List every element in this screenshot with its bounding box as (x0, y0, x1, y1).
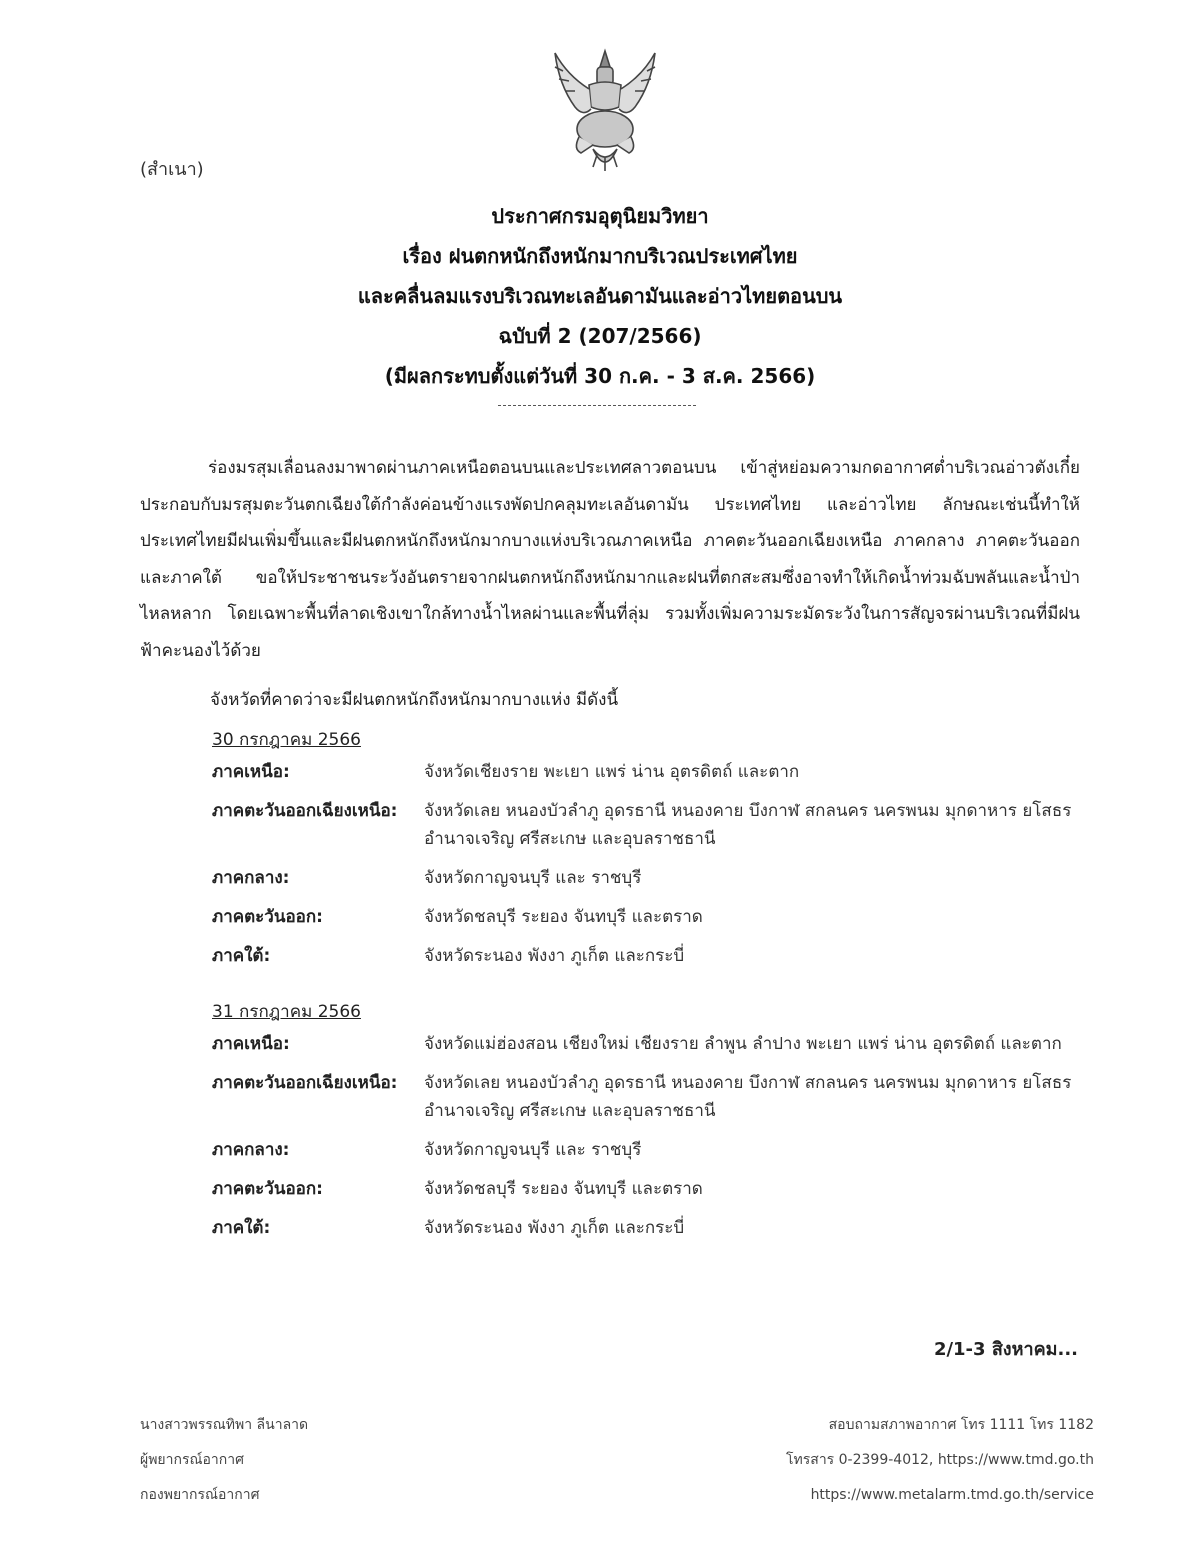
body-text: ร่องมรสุมเลื่อนลงมาพาดผ่านภาคเหนือตอนบนและประเทศลาวตอนบน เข้าสู่หย่อมความกดอากาศต่ำบริเวณอ่าวตังเกี๋ย ประกอบกับมรสุมตะวันตกเฉียงใต้กำลังค่อนข้างแรงพัดปกคลุมทะเลอันดามัน ประเทศไทย และอ่าวไทย ลักษณะเช่นนี้ทำให้ประเทศไทยมีฝนเพิ่มขึ้นและมีฝนตกหนักถึงหนักมากบางแห่งบริเวณภาคเหนือ ภาคตะวันออกเฉียงเหนือ ภาคกลาง ภาคตะวันออก และภาคใต้ ขอให้ประชาชนระวังอันตรายจากฝนตกหนักถึงหนักมากและฝนที่ตกสะสมซึ่งอาจทำให้เกิดน้ำท่วมฉับพลันและน้ำป่าไหลหลาก โดยเฉพาะพื้นที่ลาดเชิงเขาใกล้ทางน้ำไหลผ่านและพื้นที่ลุ่ม รวมทั้งเพิ่มความระมัดระวังในการสัญจรผ่านบริเวณที่มีฝนฟ้าคะนองไว้ด้วย (140, 458, 1080, 661)
region-provinces: จังหวัดแม่ฮ่องสอน เชียงใหม่ เชียงราย ลำพูน ลำปาง พะเยา แพร่ น่าน อุตรดิตถ์ และตาก (424, 1034, 1062, 1054)
region-row (212, 903, 1092, 931)
forecaster-name: นางสาวพรรณทิพา ลีนาลาด (140, 1417, 309, 1433)
region-provinces: จังหวัดกาญจนบุรี และ ราชบุรี (424, 1140, 642, 1160)
provinces-intro: จังหวัดที่คาดว่าจะมีฝนตกหนักถึงหนักมากบางแห่ง มีดังนี้ (210, 690, 619, 710)
region-row (212, 1175, 1092, 1203)
footer-contact (786, 1408, 1094, 1513)
region-row (212, 1136, 1092, 1164)
title-subject-cont: และคลื่นลมแรงบริเวณทะเลอันดามันและอ่าวไทยตอนบน (357, 284, 843, 308)
announcement-title (0, 196, 1200, 396)
region-name: ภาคตะวันออก: (212, 907, 323, 927)
contact-fax-website[interactable]: โทรสาร 0-2399-4012, https://www.tmd.go.th (786, 1452, 1094, 1468)
region-row (212, 797, 1092, 853)
day-section-1 (212, 994, 1092, 1253)
region-row (212, 758, 1092, 786)
region-row (212, 1069, 1092, 1125)
region-row (212, 1214, 1092, 1242)
region-row (212, 942, 1092, 970)
region-provinces: จังหวัดกาญจนบุรี และ ราชบุรี (424, 868, 642, 888)
region-row (212, 864, 1092, 892)
region-provinces: จังหวัดชลบุรี ระยอง จันทบุรี และตราด (424, 1179, 703, 1199)
day-date: 31 กรกฎาคม 2566 (212, 1002, 361, 1022)
region-name: ภาคเหนือ: (212, 1034, 290, 1054)
region-name: ภาคตะวันออกเฉียงเหนือ: (212, 1073, 398, 1093)
day-section-0 (212, 722, 1092, 981)
region-provinces: จังหวัดเลย หนองบัวลำภู อุดรธานี หนองคาย บึงกาฬ สกลนคร นครพนม มุกดาหาร ยโสธร อำนาจเจริญ ศรีสะเกษ และอุบลราชธานี (424, 801, 1072, 849)
contact-phone: สอบถามสภาพอากาศ โทร 1111 โทร 1182 (828, 1417, 1094, 1433)
next-page-marker: 2/1-3 สิงหาคม... (933, 1339, 1078, 1360)
title-issue-number: ฉบับที่ 2 (207/2566) (498, 324, 702, 348)
contact-service-url[interactable]: https://www.metalarm.tmd.go.th/service (810, 1487, 1094, 1503)
copy-mark: (สำเนา) (140, 159, 204, 180)
footer-signature (140, 1408, 308, 1513)
region-name: ภาคเหนือ: (212, 762, 290, 782)
forecaster-title: ผู้พยากรณ์อากาศ (140, 1452, 244, 1468)
title-subject: เรื่อง ฝนตกหนักถึงหนักมากบริเวณประเทศไทย (402, 244, 798, 268)
forecaster-division: กองพยากรณ์อากาศ (140, 1487, 260, 1503)
garuda-emblem-icon (545, 45, 665, 175)
region-provinces: จังหวัดระนอง พังงา ภูเก็ต และกระบี่ (424, 1218, 685, 1238)
region-name: ภาคกลาง: (212, 868, 290, 888)
title-effective-dates: (มีผลกระทบตั้งแต่วันที่ 30 ก.ค. - 3 ส.ค. 2566) (384, 364, 816, 388)
region-provinces: จังหวัดระนอง พังงา ภูเก็ต และกระบี่ (424, 946, 685, 966)
day-date: 30 กรกฎาคม 2566 (212, 730, 361, 750)
title-agency: ประกาศกรมอุตุนิยมวิทยา (491, 204, 709, 228)
region-name: ภาคตะวันออก: (212, 1179, 323, 1199)
title-divider (498, 405, 696, 406)
region-name: ภาคกลาง: (212, 1140, 290, 1160)
region-row (212, 1030, 1092, 1058)
region-provinces: จังหวัดเลย หนองบัวลำภู อุดรธานี หนองคาย บึงกาฬ สกลนคร นครพนม มุกดาหาร ยโสธร อำนาจเจริญ ศรีสะเกษ และอุบลราชธานี (424, 1073, 1072, 1121)
region-provinces: จังหวัดเชียงราย พะเยา แพร่ น่าน อุตรดิตถ์ และตาก (424, 762, 800, 782)
region-name: ภาคตะวันออกเฉียงเหนือ: (212, 801, 398, 821)
region-name: ภาคใต้: (212, 1218, 271, 1238)
region-name: ภาคใต้: (212, 946, 271, 966)
body-paragraph (140, 450, 1080, 670)
region-provinces: จังหวัดชลบุรี ระยอง จันทบุรี และตราด (424, 907, 703, 927)
